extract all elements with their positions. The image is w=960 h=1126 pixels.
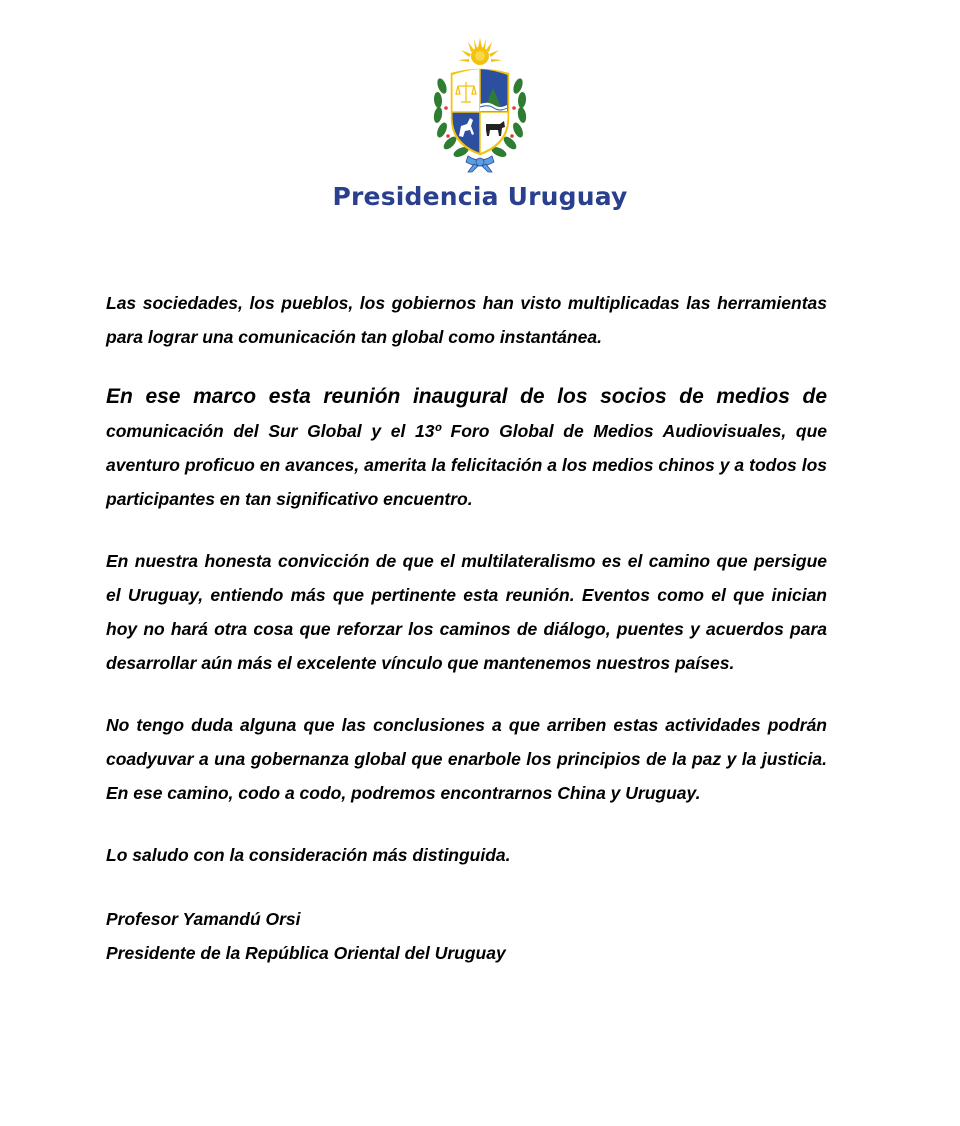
paragraph-2 [106,380,827,516]
letterhead [0,38,960,211]
paragraph-2-lead: En ese marco esta reunión inaugural de los socios de medios de [106,385,827,408]
paragraph-1: Las sociedades, los pueblos, los gobiernos han visto multiplicadas las herramientas para lograr una comunicación tan global como instantánea. [106,293,827,347]
signature-name: Profesor Yamandú Orsi [106,909,301,929]
paragraph-3: En nuestra honesta convicción de que el multilateralismo es el camino que persigue el Uruguay, entiendo más que pertinente esta reunión. Eventos como el que inician hoy no hará otra cosa que reforzar los caminos de diálogo, puentes y acuerdos para desarrollar aún más el excelente vínculo que mantenemos nuestros países. [106,551,827,673]
closing-line: Lo saludo con la consideración más distinguida. [106,845,511,865]
paragraph-2-rest: comunicación del Sur Global y el 13º Foro Global de Medios Audiovisuales, que aventuro proficuo en avances, amerita la felicitación a los medios chinos y a todos los participantes en tan significativo encuentro. [106,421,827,509]
brand-title: Presidencia Uruguay [332,182,628,211]
paragraph-4: No tengo duda alguna que las conclusiones a que arriben estas actividades podrán coadyuvar a una gobernanza global que enarbole los principios de la paz y la justicia. En ese camino, codo a codo, podremos encontrarnos China y Uruguay. [106,715,827,803]
letter-body [106,286,827,970]
coat-of-arms-icon [428,38,532,174]
signature-title: Presidente de la República Oriental del Uruguay [106,943,506,963]
signature-block [106,902,827,970]
